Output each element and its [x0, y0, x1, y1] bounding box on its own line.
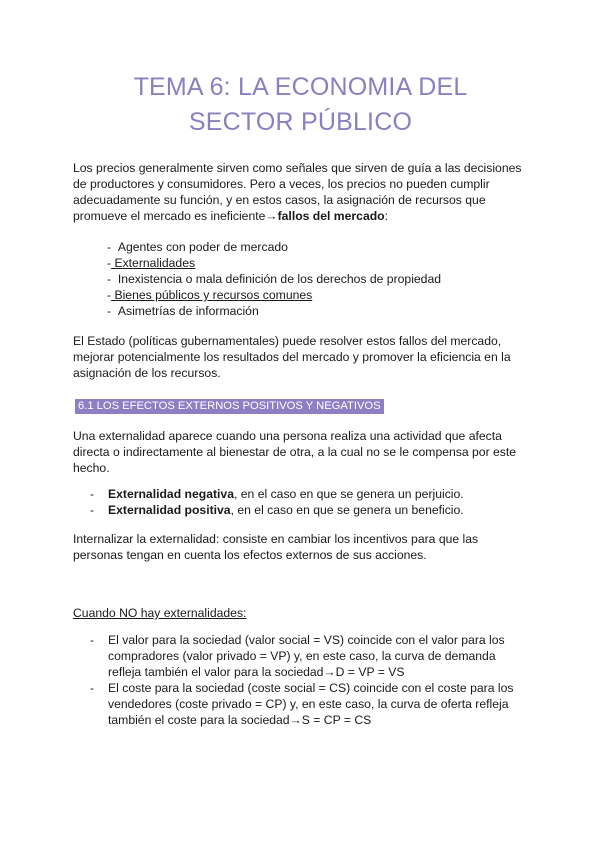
list-dash: -	[90, 681, 95, 695]
list-item-bold: Externalidad negativa	[108, 487, 234, 501]
list-item	[107, 239, 528, 255]
intro-end: :	[384, 209, 388, 223]
list-item-text: , en el caso en que se genera un perjuicio.	[233, 487, 464, 501]
state-paragraph: El Estado (políticas gubernamentales) puede resolver estos fallos del mercado, mejorar potencialmente los resultados del mercado y promover la eficiencia en la asignación de los recursos.	[73, 334, 511, 380]
intro-bold-term: fallos del mercado	[277, 209, 385, 223]
list-item	[73, 680, 528, 728]
list-item	[107, 255, 528, 271]
market-failures-list	[107, 239, 528, 319]
list-item	[73, 632, 528, 680]
list-item-text: Asimetrías de información	[117, 304, 259, 318]
externality-definition: Una externalidad aparece cuando una persona realiza una actividad que afecta directa o indirectamente al bienestar de otra, a la cual no se le compensa por este hecho.	[73, 429, 517, 475]
list-dash: -	[107, 272, 112, 286]
title-line-1: TEMA 6: LA ECONOMIA DEL	[133, 73, 468, 101]
list-item-text: Bienes públicos y recursos comunes	[111, 288, 313, 302]
list-item	[107, 287, 528, 303]
internalize-paragraph: Internalizar la externalidad: consiste en cambiar los incentivos para que las personas tengan en cuenta los efectos externos de sus acciones.	[73, 532, 479, 562]
list-dash: -	[90, 503, 95, 517]
list-dash: -	[107, 304, 112, 318]
list-item-text: , en el caso en que se genera un beneficio.	[230, 503, 464, 517]
list-item	[73, 502, 528, 518]
list-item-text: Externalidades	[111, 256, 196, 270]
list-item-text: Inexistencia o mala definición de los derechos de propiedad	[117, 272, 442, 286]
list-item	[107, 271, 528, 287]
no-externalities-list	[73, 632, 528, 728]
list-dash: -	[90, 633, 95, 647]
document-page	[73, 70, 528, 741]
intro-paragraph	[73, 160, 528, 224]
list-item	[107, 303, 528, 319]
list-item-text: El coste para la sociedad (coste social = CS) coincide con el coste para los vendedores (coste privado = CP) y, en este caso, la curva de oferta refleja también el coste para la sociedad→S = CP = CS	[108, 681, 514, 727]
list-item-text: Agentes con poder de mercado	[117, 240, 288, 254]
no-externalities-heading: Cuando NO hay externalidades:	[73, 606, 247, 620]
list-dash: -	[107, 240, 112, 254]
externality-types-list	[73, 486, 528, 518]
list-item-text: El valor para la sociedad (valor social = VS) coincide con el valor para los compradores (valor privado = VP) y, en este caso, la curva de demanda refleja también el valor para la sociedad→D = VP = VS	[108, 633, 505, 679]
intro-text: Los precios generalmente sirven como señales que sirven de guía a las decisiones de productores y consumidores. Pero a veces, los precios no pueden cumplir adecuadamente su función, y en estos casos, la asignación de recursos que promueve el mercado es ineficiente→	[73, 161, 522, 223]
list-dash: -	[90, 487, 95, 501]
list-dash: -	[107, 256, 112, 270]
list-item	[73, 486, 528, 502]
title-line-2: SECTOR PÚBLICO	[188, 108, 413, 136]
section-heading: 6.1 LOS EFECTOS EXTERNOS POSITIVOS Y NEGATIVOS	[75, 399, 384, 414]
list-dash: -	[107, 288, 112, 302]
list-item-bold: Externalidad positiva	[108, 503, 231, 517]
page-title	[73, 70, 528, 140]
